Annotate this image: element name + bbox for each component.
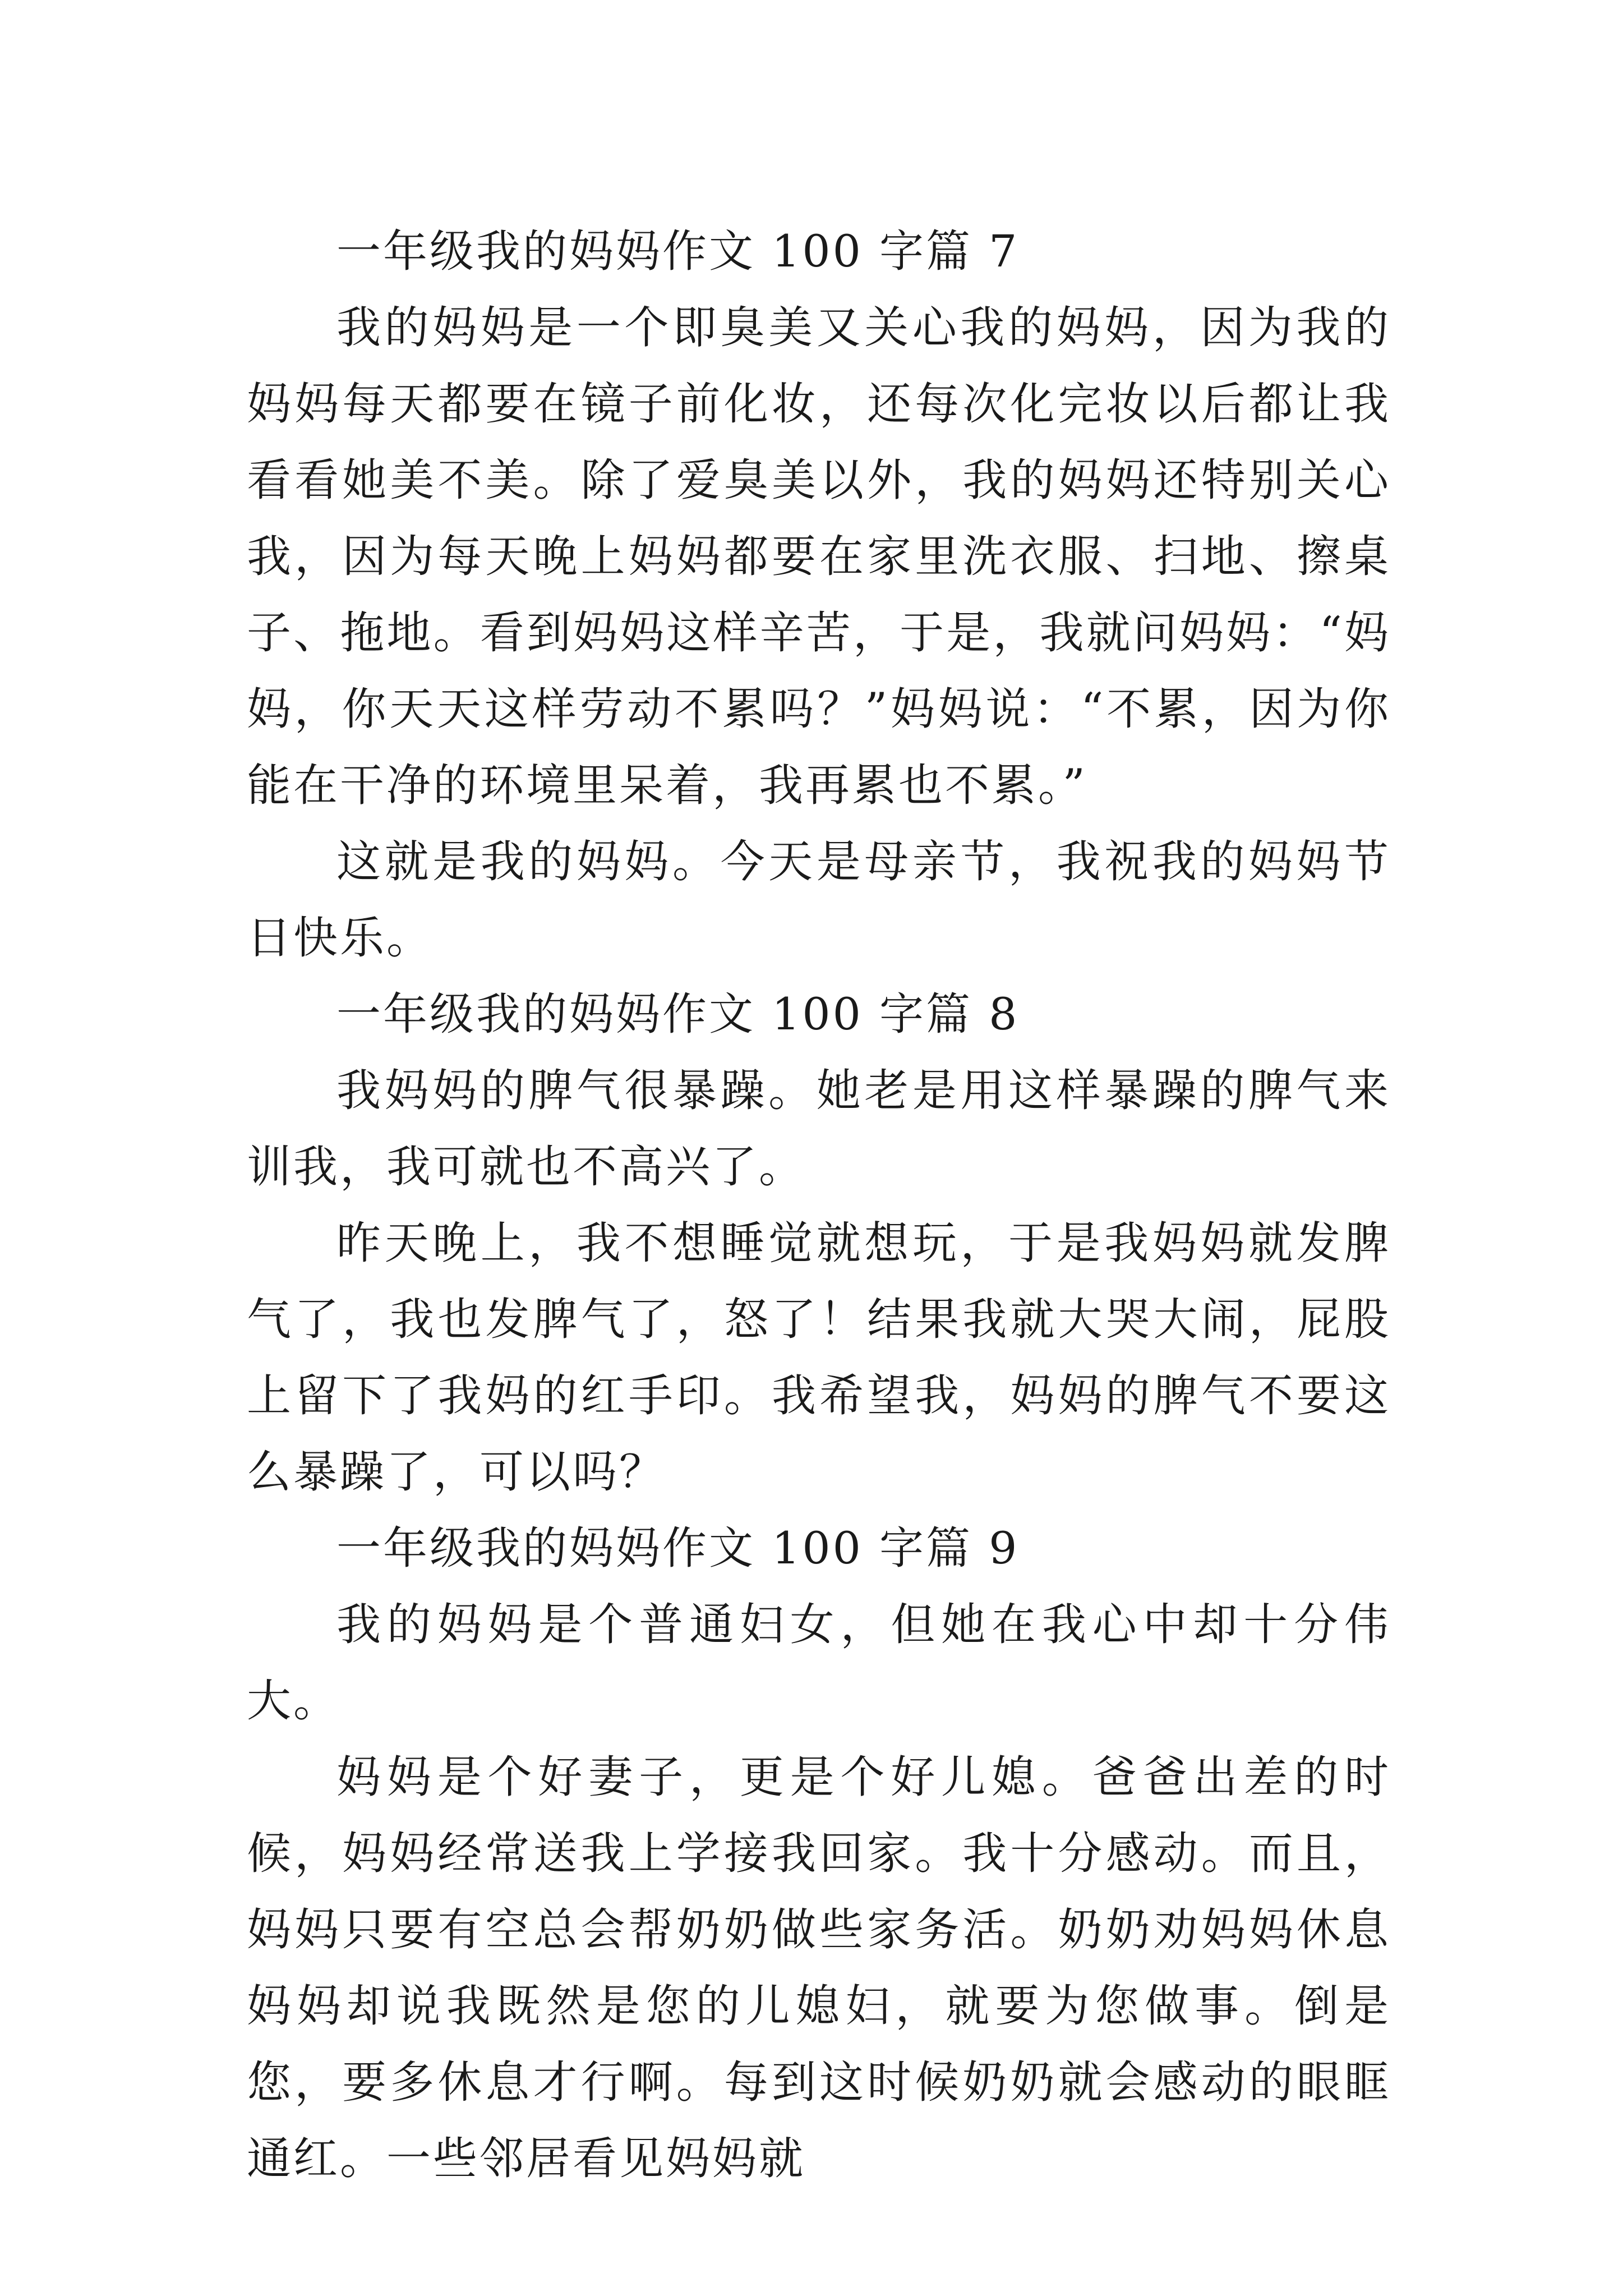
essay-heading-8: 一年级我的妈妈作文 100 字篇 8 xyxy=(336,988,1020,1040)
essay-heading-9: 一年级我的妈妈作文 100 字篇 9 xyxy=(336,1522,1020,1574)
essay-paragraph: 我的妈妈是一个即臭美又关心我的妈妈，因为我的妈妈每天都要在镜子前化妆，还每次化完妆以后都让我看看她美不美。除了爱臭美以外，我的妈妈还特别关心我，因为每天晚上妈妈都要在家里洗衣服、扫地、擦桌子、拖地。看到妈妈这样辛苦，于是，我就问妈妈：“妈妈，你天天这样劳动不累吗？”妈妈说：“不累，因为你能在干净的环境里呆着，我再累也不累。” xyxy=(247,302,1391,811)
essay-paragraph: 我的妈妈是个普通妇女，但她在我心中却十分伟大。 xyxy=(247,1599,1391,1727)
essay-paragraph: 妈妈是个好妻子，更是个好儿媳。爸爸出差的时候，妈妈经常送我上学接我回家。我十分感动。而且，妈妈只要有空总会帮奶奶做些家务活。奶奶劝妈妈休息妈妈却说我既然是您的儿媳妇，就要为您做事。倒是您，要多休息才行啊。每到这时候奶奶就会感动的眼眶通红。一些邻居看见妈妈就 xyxy=(247,1751,1391,2184)
essay-paragraph: 这就是我的妈妈。今天是母亲节，我祝我的妈妈节日快乐。 xyxy=(247,836,1391,964)
essay-heading-7: 一年级我的妈妈作文 100 字篇 7 xyxy=(336,226,1020,277)
essay-paragraph: 昨天晚上，我不想睡觉就想玩，于是我妈妈就发脾气了，我也发脾气了，怒了！结果我就大哭大闹，屁股上留下了我妈的红手印。我希望我，妈妈的脾气不要这么暴躁了，可以吗？ xyxy=(247,1217,1391,1498)
document-body xyxy=(247,213,1391,2197)
essay-paragraph: 我妈妈的脾气很暴躁。她老是用这样暴躁的脾气来训我，我可就也不高兴了。 xyxy=(247,1065,1391,1193)
